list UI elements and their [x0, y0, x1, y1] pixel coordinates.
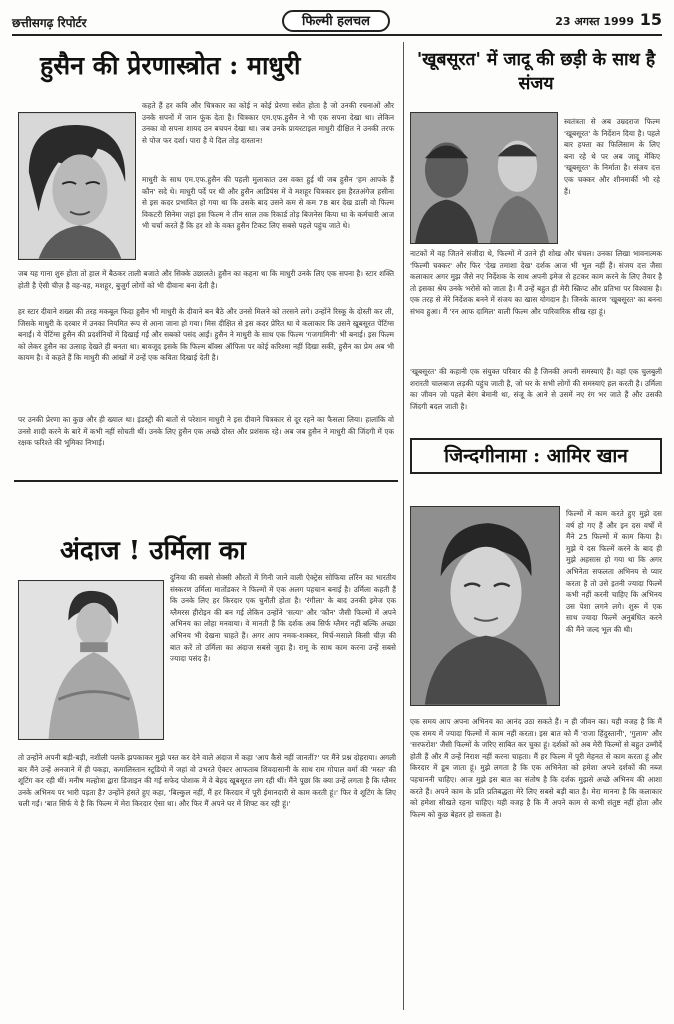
urmila-body-text: तो उन्होंने अपनी बड़ी-बड़ी, नशीली पलकें झपकाकर मुझे पस्त कर देने वाले अंदाज में कहा 'आप कैसे नहीं जानतीं?' पर मैंने प्रश्न दोहराया। अगली बार मैंने उन्हें अनजाने में ही पकड़ा, कमालिस्तान स्टूडियो में जहां वो उभरते ऐक्टर आफताब शिवदासानी के साथ राम गोपाल वर्मा की 'मस्त' की शूटिंग कर रही थीं। मनीष मल्होत्रा द्वारा डिजाइन की गई सफेद पोशाक में वे बेहद खूबसूरत लग रही थीं। मैंने पूछा कि क्या उन्हें लगता है कि ग्लैमर उनके अभिनय पर भारी पड़ता है? उन्होंने हंसते हुए कहा, 'बिल्कुल नहीं, मैं हर किरदार में पूरी ईमानदारी से काम करती हूं।' फिर वे शूटिंग के लिए चली गईं। 'बात सिर्फ ये है कि फिल्म में मेरा किरदार ऐसा था। और फिर मैं अपने घर में शिफ्ट कर रही हूं।'	[18, 753, 396, 809]
aamir-photo	[410, 506, 560, 706]
madhuri-photo	[18, 112, 136, 260]
sanjay-body-text-2: 'खूबसूरत' की कहानी एक संयुक्त परिवार की है जिनकी अपनी समस्याएं हैं। वहां एक चुलबुली शरारती चालबाज लड़की पहुंच जाती है, जो घर के सभी लोगों की समस्याएं हल करती है। उर्मिला का जीवन जो पहले बेरंग बेमानी था, संजू के आने से उसमें नए रंग भर जाते हैं और उसकी जिंदगी बदल जाती है।	[410, 367, 662, 411]
page-number: 15	[639, 10, 662, 29]
urmila-col-text: दुनिया की सबसे सेक्सी औरतों में गिनी जाने वाली ऐक्ट्रेस सोफिया लॉरेन का भारतीय संस्करण उर्मिला मातोंडकर ने फिल्मों में एक अलग पहचान बनाई है। उर्मिला कहती हैं कि उनके लिए हर किरदार एक चुनौती होता है। 'रंगीला' के बाद उनकी इमेज एक ग्लैमरस हीरोइन की बन गई लेकिन उन्होंने 'सत्या' और 'कौन' जैसी फिल्मों में अपने अभिनय का लोहा मनवाया। वे मानती हैं कि दर्शक अब सिर्फ ग्लैमर नहीं बल्कि अच्छा अभिनय भी देखना चाहते हैं। अगर आप नमक-शक्कर, मिर्च-मसाले किसी चीज़ की बात करें तो उर्मिला का अंदाज सबसे जुदा है। रामू के साथ काम करना उन्हें सबसे ज्यादा पसंद है।	[170, 573, 396, 664]
sanjay-body-text: नाटकों में वह जितने संजीदा थे, फिल्मों में उतने ही शोख और चंचल। उनका लिखा भावनात्मक 'फिल्मी चक्कर' और फिर 'देख तमाशा देख' दर्शक आज भी भूल नहीं हैं। संजय दत्त जैसा कलाकार अगर मुझ जैसे नए निर्देशक के साथ अपनी इमेज से हटकर काम करने के लिए तैयार है तो इसका श्रेय उनके भरोसे को जाता है। मैं उन्हें बहुत ही मेरी स्क्रिप्ट और प्रतिभा पर विश्वास है। एक तरह से मेरे निर्देशक बनने में संजय का खास योगदान है। जिनके कारण 'खूबसूरत' का बनना संभव हुआ। मैं 'रन आफ दामिल' वाली फिल्म और पारिवारिक सीख रहा हूं।	[410, 249, 662, 316]
article-separator	[14, 480, 398, 482]
aamir-body-text: एक समय आप अपना अभिनय का आनंद उठा सकते हैं। न ही जीवन का। यही वजह है कि मैं एक समय में ज्यादा फिल्मों में काम नहीं करता। इस बात को मैं 'राजा हिंदुस्तानी', 'गुलाम' और 'सरफरोश' जैसी फिल्मों के जरिए साबित कर चुका हूं। दर्शकों को अब मेरी फिल्मों से बहुत उम्मीदें होती हैं और मैं उन्हें निराश नहीं करना चाहता। मैं हर फिल्म में पूरी मेहनत से काम करता हूं और किरदार में डूब जाता हूं। मुझे लगता है कि एक अभिनेता को हमेशा अपने दर्शकों की नब्ज पहचाननी चाहिए। आज मुझे इस बात का संतोष है कि दर्शक मुझसे अच्छे अभिनय की आशा करते हैं। अपने काम के प्रति प्रतिबद्धता मेरे लिए सबसे बड़ी बात है। मेरा मानना है कि कलाकार को हमेशा सीखते रहना चाहिए। यही वजह है कि मैं अपने काम से कभी संतुष्ट नहीं होता और फिल्म को कुछ बेहतर हो सकता है।	[410, 717, 662, 819]
aamir-headline: जिन्दगीनामा : आमिर खान	[444, 445, 628, 467]
column-divider	[403, 42, 404, 1010]
husain-headline: हुसैन की प्रेरणास्त्रोत : माधुरी	[40, 51, 301, 80]
urmila-headline: अंदाज ! उर्मिला का	[60, 536, 246, 566]
husain-intro-text: कहते हैं हर कवि और चित्रकार का कोई न कोई प्रेरणा स्त्रोत होता है जो उनकी रचनाओं और उनके सपनों में जान फूंक देता है। चित्रकार एम.एफ.हुसैन ने भी एक सपना देखा था। लेकिन उनका वो सपना शायद उन बचपन देखा था। जब उनके प्रायरटाइल माधुरी दीक्षित ने उनकी तरफ से पोज फर दर्शा। पारा है ये दिल तोड़ दास्तान!	[142, 101, 394, 145]
section-label: फिल्मी हलचल	[282, 10, 390, 32]
aamir-headline-box	[410, 438, 662, 474]
masthead	[12, 10, 662, 36]
urmila-photo	[18, 580, 164, 740]
sanjay-photo	[410, 112, 558, 244]
husain-col2-text: माधुरी के साथ एम.एफ.हुसैन की पहली मुलाकात उस वक्त हुई थी जब हुसैन 'हम आपके हैं कौन' सदे थे। माधुरी पर्दे पर थी और हुसैन आडियंस में वे मशहूर चित्रकार इस हैरतअंगेज हसीना से इस कदर प्रभावित हो गया था कि उसके बाद उसने कम से कम 78 बार देख डाली वो फिल्म विकटरी सिनेमा जहां इस फिल्म ने तीन साल तक रिकार्ड तोड़ बिजनेस किया था के कर्मचारी आज भी चर्चा करते हैं कि हर शो के वक्त हुसैन टिकट लिए सबसे पहले पहुंच जाते थे।	[142, 175, 394, 231]
husain-para3: पर उनकी प्रेरणा का कुछ और ही ख्याल था। इंडस्ट्री की बातों से परेशान माधुरी ने इस दीवाने चित्रकार से दूर रहने का फैसला लिया। हालांकि वो उनसे शादी करने के बारे में कभी नहीं सोचती थीं। उनके लिए हुसैन एक अच्छे दोस्त और प्रशंसक रहे। अब जब हुसैन ने माधुरी की जिंदगी में एक रक्षक फरिश्ते की भूमिका निभाई।	[18, 415, 394, 448]
paper-name: छत्तीसगढ़ रिपोर्टर	[12, 16, 87, 30]
sanjay-side-text: स्वतंत्रता से अब उम्रदराज फिल्म 'खूबसूरत' के निर्देशन दिया है। पहले बार हफ्ता का फिलिसाम के लिए बना रहे थे पर अब जादू मेंकिए 'खूबसूरत' के निर्माता है। संजय दत्त एक चक्कर और शीनमार्की भी रहे हैं।	[564, 117, 660, 196]
issue-date: 23 अगस्त 1999	[555, 15, 634, 28]
husain-para2: हर स्टार दीवाने शख्स की तरह मकबूल फिदा हुसैन भी माधुरी के दीवाने बन बैठे और उनसे मिलने को तरसने लगे। उन्होंने रिस्कू के दोस्ती कर ली, जिसके माधुरी के दरबार में उनका नियमित रूप से आना जाना हो गया। मिस दीक्षित से इस कदर प्रेरित था ये कलाकार कि उसने खूबसूरत पेंटिंग्स बनाईं। ये पेंटिंग्स हुसैन की प्रदर्शनियों में दिखाई गईं और सबको पसंद आईं। हुसैन ने माधुरी के साथ एक फिल्म 'गजगामिनी' भी बनाई। इस फिल्म को लेकर हुसैन का उत्साह देखते ही बनता था। बावजूद इसके कि फिल्म बॉक्स ऑफिस पर कोई करिश्मा नहीं दिखा सकी, हुसैन का प्रेम अब भी कायम है। वे कहते हैं कि माधुरी की आंखों में उन्हें एक कविता दिखाई देती है।	[18, 307, 394, 363]
husain-para1: जब यह गाना शुरु होता तो हाल में बैठकर ताली बजाते और सिक्के उछालते। हुसैन का कहना था कि माधुरी उनके लिए एक सपना है। स्टार शक्ति होती है ऐसी चीज़ है वह-वह, मशहूर, बुजुर्ग लोगों को भी दीवाना बना देती है।	[18, 269, 394, 290]
aamir-side-text: फिल्मों में काम करते हुए मुझे दस वर्ष हो गए हैं और इन दस वर्षों में मैंने 25 फिल्मों में काम किया है। मुझे ये दस फिल्में करने के बाद ही मुझे अहसास हो गया था कि अगर अभिनेता सफलता अभिनय से प्यार करता है तो उसे इतनी ज्यादा फिल्में कभी नहीं करनी चाहिए कि अभिनय उस पेशा लगने लगे। शुरू में एक साथ ज्यादा फिल्में अनुबंधित करने की मैंने जल्द भूल की थी।	[566, 509, 662, 634]
sanjay-headline: 'खूबसूरत' में जादू की छड़ी के साथ है संजय	[416, 50, 656, 94]
